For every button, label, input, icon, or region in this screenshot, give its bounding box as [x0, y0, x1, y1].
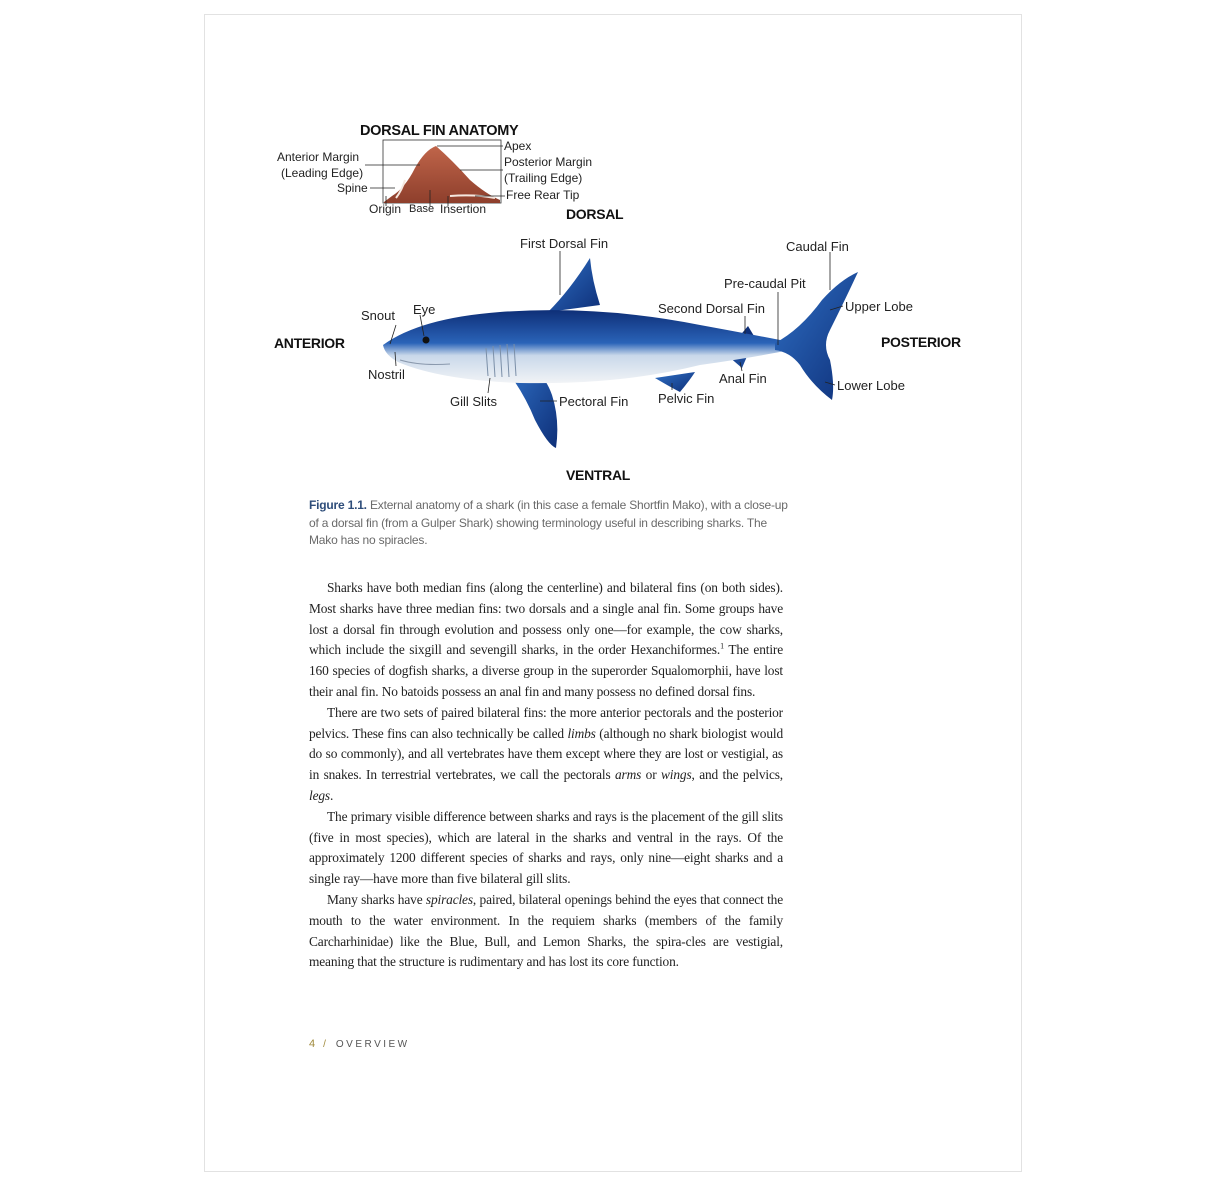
text-run: , and the pelvics, [691, 767, 783, 783]
label-posterior: POSTERIOR [881, 334, 961, 350]
label-pelvic-fin: Pelvic Fin [658, 391, 715, 406]
text-run: , paired, bilateral openings behind the eyes that connect the mouth to the water environment. In the requiem sharks (members of the family Carcharhinidae) like the Blue, Bull, and Lemon Sharks, the spira-cles are vestigial, meaning that the structure is rudimentary and has lost its core function. [309, 891, 783, 970]
paragraph-4 [309, 890, 783, 973]
label-anterior: ANTERIOR [274, 335, 345, 351]
label-nostril: Nostril [368, 367, 405, 382]
label-leading-edge: (Leading Edge) [281, 166, 364, 180]
text-run: The primary visible difference between sharks and rays is the placement of the gill slits (five in most species), which are lateral in the sharks and ventral in the rays. Of the approximately 1200 different species of sharks and rays, only nine—eight sharks and a single ray—have more than five bilateral gill slits. [309, 808, 783, 887]
italic-run: arms [615, 767, 642, 783]
label-trailing-edge: (Trailing Edge) [504, 171, 583, 185]
caption-label: Figure 1.1. [309, 498, 367, 512]
label-anterior-margin: Anterior Margin [277, 150, 360, 164]
section-name: OVERVIEW [335, 1039, 410, 1050]
label-free-rear-tip: Free Rear Tip [506, 188, 580, 202]
text-run: There are two sets of paired bilateral fins: the more anterior pectorals and the posterior pelvics. These fins can also technically be called [309, 704, 783, 741]
label-gill-slits: Gill Slits [450, 394, 497, 409]
label-base: Base [409, 203, 435, 215]
label-origin: Origin [369, 202, 402, 216]
text-run: (although no shark biologist would do so commonly), and all vertebrates have them except where they are lost or vestigial, as in snakes. In terrestrial vertebrates, we call the pectorals [309, 725, 783, 783]
text-run: or [641, 767, 662, 783]
label-ventral: VENTRAL [566, 467, 631, 483]
page-number: 4 [309, 1038, 316, 1050]
footnote-ref: 1 [720, 641, 724, 651]
label-pectoral-fin: Pectoral Fin [559, 394, 629, 409]
label-eye: Eye [413, 302, 436, 317]
paragraph-1 [309, 578, 783, 703]
label-second-dorsal-fin: Second Dorsal Fin [658, 301, 765, 316]
label-spine: Spine [337, 181, 368, 195]
text-run: Sharks have both median fins (along the centerline) and bilateral fins (on both sides). Most sharks have three median fins: two dorsals and a single anal fin. Some groups have lost a dorsal fin through evolution and possess only one—for example, the cow sharks, which include the sixgill and sevengill sharks, in the order Hexanchiformes. [309, 580, 783, 658]
paragraph-2 [309, 703, 783, 807]
label-snout: Snout [361, 308, 395, 323]
text-run: The entire 160 species of dogfish sharks, a diverse group in the superorder Squalomorphii, have lost their anal fin. No batoids possess an anal fin and many possess no defined dorsal fins. [309, 642, 784, 699]
text-run: . [329, 787, 334, 803]
text-run: Many sharks have [327, 891, 426, 907]
label-insertion: Insertion [440, 202, 487, 216]
italic-run: spiracles [425, 891, 473, 907]
label-first-dorsal-fin: First Dorsal Fin [520, 236, 609, 251]
dorsal-fin-inset [365, 140, 505, 206]
label-dorsal: DORSAL [566, 206, 624, 222]
label-apex: Apex [504, 139, 532, 153]
shark-anatomy-figure [0, 0, 1225, 483]
label-upper-lobe: Upper Lobe [845, 299, 913, 314]
figure-caption [309, 497, 789, 550]
footer-separator: / [323, 1039, 326, 1050]
italic-run: legs [309, 787, 330, 803]
paragraph-3 [309, 807, 783, 890]
label-posterior-margin: Posterior Margin [504, 155, 593, 169]
italic-run: limbs [567, 725, 596, 741]
label-caudal-fin: Caudal Fin [786, 239, 849, 254]
label-lower-lobe: Lower Lobe [837, 378, 905, 393]
caption-text: External anatomy of a shark (in this case a female Shortfin Mako), with a close-up of a dorsal fin (from a Gulper Shark) showing terminology useful in describing sharks. The Mako has no spiracles. [309, 498, 788, 547]
label-anal-fin: Anal Fin [719, 371, 767, 386]
body-text [309, 578, 783, 973]
inset-title: DORSAL FIN ANATOMY [360, 123, 519, 139]
page-footer [309, 1038, 410, 1050]
label-pre-caudal-pit: Pre-caudal Pit [724, 276, 806, 291]
italic-run: wings [661, 767, 692, 783]
